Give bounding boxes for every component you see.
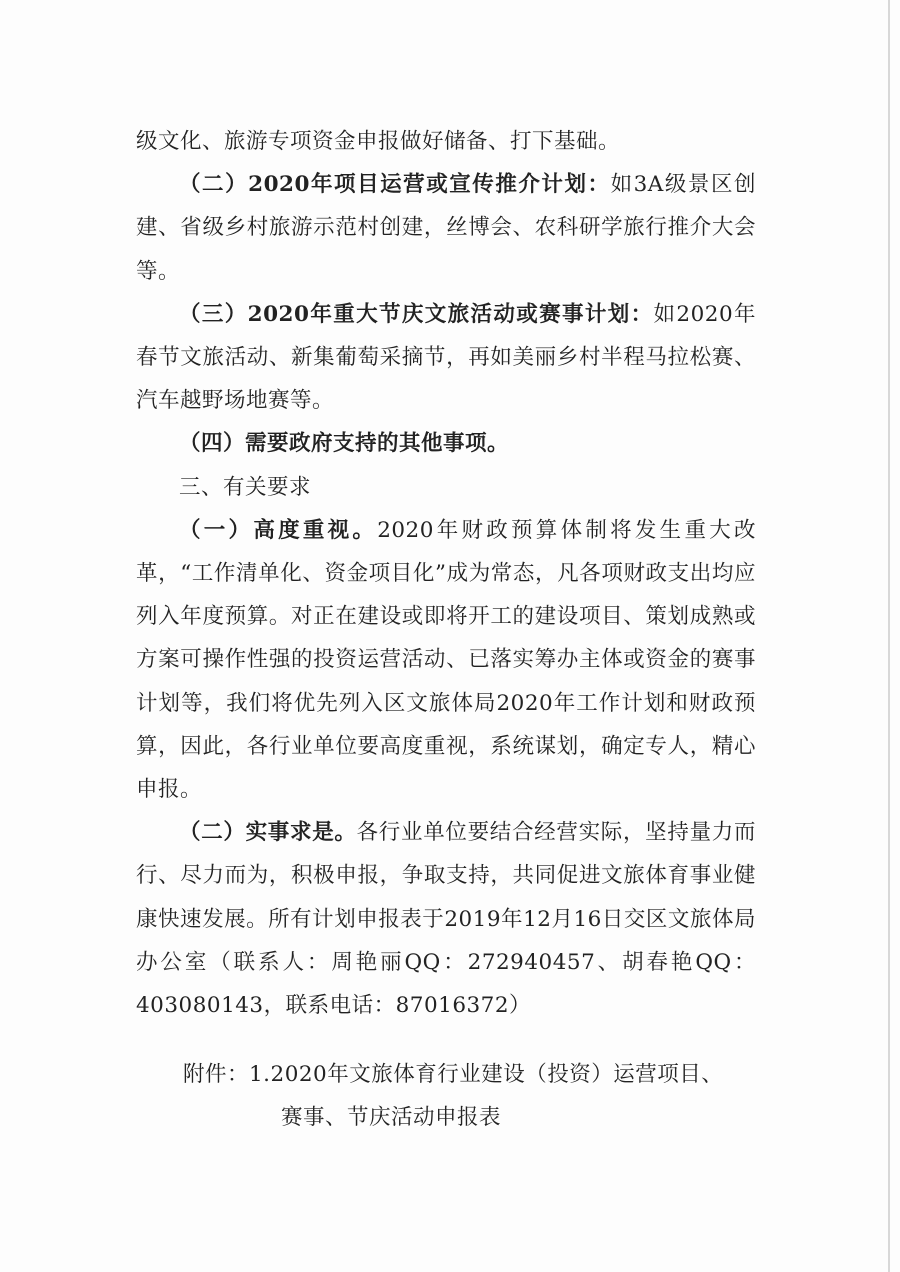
paragraph-text: 如2020年春节文旅活动、新集葡萄采摘节，再如美丽乡村半程马拉松赛、汽车越野场地赛等。 (136, 301, 757, 414)
paragraph-lead: （四）需要政府支持的其他事项。 (179, 431, 510, 457)
section-heading-text: 三、有关要求 (179, 474, 312, 500)
paragraph-text: 各行业单位要结合经营实际，坚持量力而行、尽力而为，积极申报，争取支持，共同促进文旅体育事业健康快速发展。所有计划申报表于2019年12月16日交区文旅体局办公室（联系人：周艳丽QQ：272940457、胡春艳QQ：403080143，联系电话：87016372） (136, 820, 756, 1019)
paragraph-text: 级文化、旅游专项资金申报做好储备、打下基础。 (136, 129, 621, 154)
paragraph-other-matters (136, 422, 756, 465)
body-text (136, 120, 756, 1027)
paragraph-lead: （二）2020年项目运营或宣传推介计划： (179, 172, 611, 198)
attachment-line-2: 赛事、节庆活动申报表 (281, 1105, 502, 1130)
paragraph-lead: （二）实事求是。 (179, 820, 357, 846)
paragraph-text: 2020年财政预算体制将发生重大改革，“工作清单化、资金项目化”成为常态，凡各项财政支出均应列入年度预算。对正在建设或即将开工的建设项目、策划成熟或方案可操作性强的投资运营活动、已落实筹办主体或资金的赛事计划等，我们将优先列入区文旅体局2020年工作计划和财政预算，因此，各行业单位要高度重视，系统谋划，确定专人，精心申报。 (136, 517, 756, 803)
paragraph-text: 如3A级景区创建、省级乡村旅游示范村创建，丝博会、农科研学旅行推介大会等。 (136, 172, 756, 284)
paragraph-seek-truth (136, 811, 756, 1027)
attachment-block (183, 1053, 803, 1139)
paragraph-high-attention (136, 509, 756, 811)
scan-edge-line (888, 0, 890, 1272)
paragraph-lead: （一）高度重视。 (179, 517, 378, 543)
paragraph-lead: （三）2020年重大节庆文旅活动或赛事计划： (179, 301, 654, 327)
attachment-line-1: 附件：1.2020年文旅体育行业建设（投资）运营项目、 (183, 1062, 724, 1087)
paragraph-continuation (136, 120, 756, 163)
section-heading-requirements (136, 466, 756, 509)
paragraph-project-operation-plan (136, 163, 756, 293)
paragraph-festival-event-plan (136, 293, 756, 423)
